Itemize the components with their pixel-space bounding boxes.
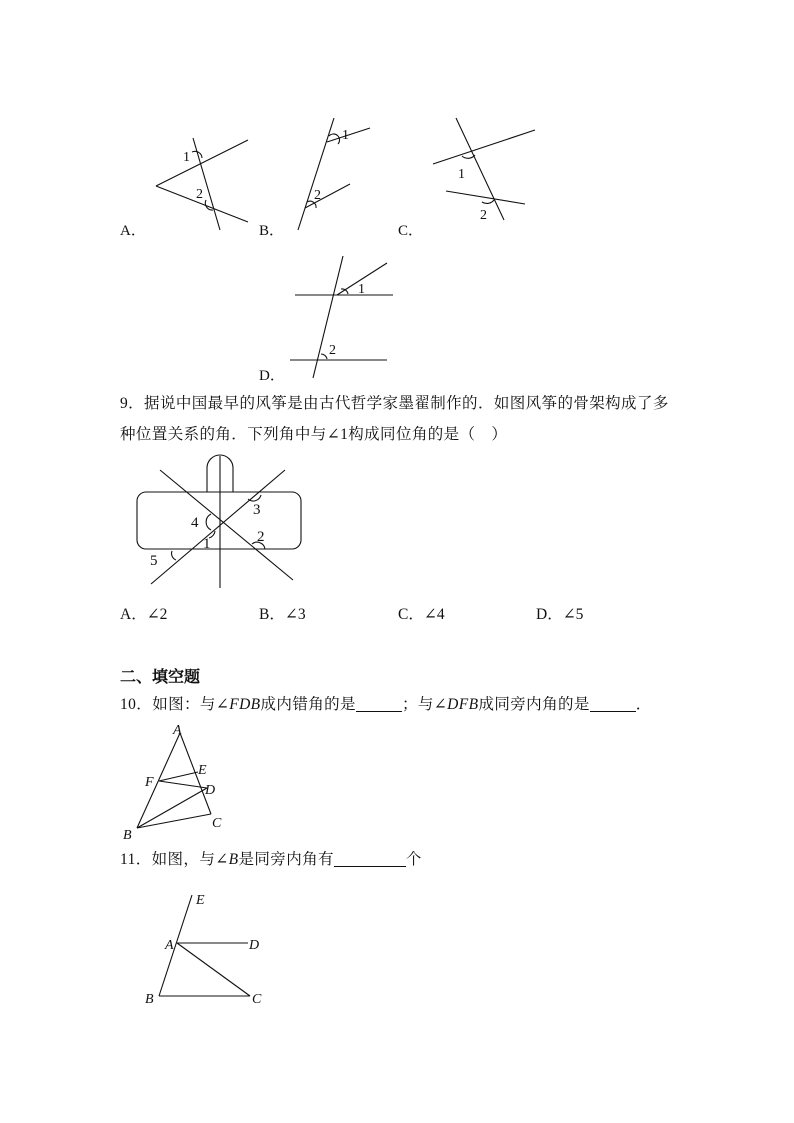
angle-label-2: 2: [196, 187, 203, 202]
q10-angle-fdb: ∠FDB: [215, 696, 261, 713]
option-d-label: D．: [259, 368, 285, 384]
angle-label-2: 2: [480, 208, 487, 223]
q9-choice-a[interactable]: A．∠2: [120, 606, 168, 623]
point-c: C: [212, 816, 222, 831]
q10-angle-dfb: ∠DFB: [433, 696, 479, 713]
q9-choice-c[interactable]: C．∠4: [398, 606, 445, 623]
option-c-label: C．: [398, 223, 424, 239]
point-a: A: [173, 723, 182, 738]
q10-mid: 成内错角的是: [260, 696, 356, 713]
angle-label-2: 2: [329, 343, 336, 358]
angle-label-5: 5: [150, 553, 158, 569]
point-e: E: [198, 763, 207, 778]
q9-choice-b[interactable]: B．∠3: [259, 606, 306, 623]
q11-end: 个: [405, 851, 422, 868]
q10-prefix: 10．如图：与: [120, 696, 216, 713]
angle-label-4: 4: [191, 515, 199, 531]
point-d: D: [205, 783, 216, 798]
angle-label-1: 1: [342, 128, 349, 143]
point-e: E: [196, 893, 205, 908]
point-d: D: [249, 938, 260, 953]
q8-figure-a: [150, 130, 260, 235]
q11-mid: 是同旁内角有: [238, 851, 334, 868]
q11-angle-b: ∠B: [215, 851, 239, 868]
q8-figure-b: [290, 110, 380, 235]
point-f: F: [145, 775, 154, 790]
q9-choice-d[interactable]: D．∠5: [536, 606, 584, 623]
point-b: B: [123, 828, 132, 843]
q11-text: [120, 845, 422, 875]
q10-blank-1[interactable]: [356, 693, 402, 712]
q10-period: ．: [635, 696, 652, 713]
angle-label-1: 1: [458, 167, 465, 182]
q10-triangle-figure: [118, 718, 233, 843]
q10-blank-2[interactable]: [590, 693, 636, 712]
q9-text-line2: 种位置关系的角．下列角中与∠1构成同位角的是（ ）: [120, 426, 508, 443]
option-a-label: A．: [120, 223, 146, 239]
q11-blank[interactable]: [334, 848, 406, 867]
angle-label-3: 3: [253, 502, 261, 518]
q11-prefix: 11．如图，与: [120, 851, 216, 868]
point-c: C: [252, 992, 262, 1007]
angle-label-1: 1: [358, 282, 365, 297]
q11-figure: [140, 885, 270, 1010]
q8-figure-d: [285, 250, 400, 382]
point-b: B: [145, 992, 154, 1007]
point-a: A: [165, 938, 174, 953]
angle-label-2: 2: [314, 188, 321, 203]
kite-figure: [125, 450, 315, 595]
q9-text-line1: 9．据说中国最早的风筝是由古代哲学家墨翟制作的．如图风筝的骨架构成了多: [120, 395, 669, 412]
q10-sep: ；与: [401, 696, 434, 713]
section-title: 二、填空题: [120, 669, 201, 686]
q8-figure-c: [428, 112, 538, 227]
option-b-label: B．: [259, 223, 285, 239]
q10-end: 成同旁内角的是: [478, 696, 590, 713]
angle-label-1: 1: [203, 536, 211, 552]
angle-label-1: 1: [183, 150, 190, 165]
q10-text: [120, 690, 652, 720]
angle-label-2: 2: [257, 529, 265, 545]
